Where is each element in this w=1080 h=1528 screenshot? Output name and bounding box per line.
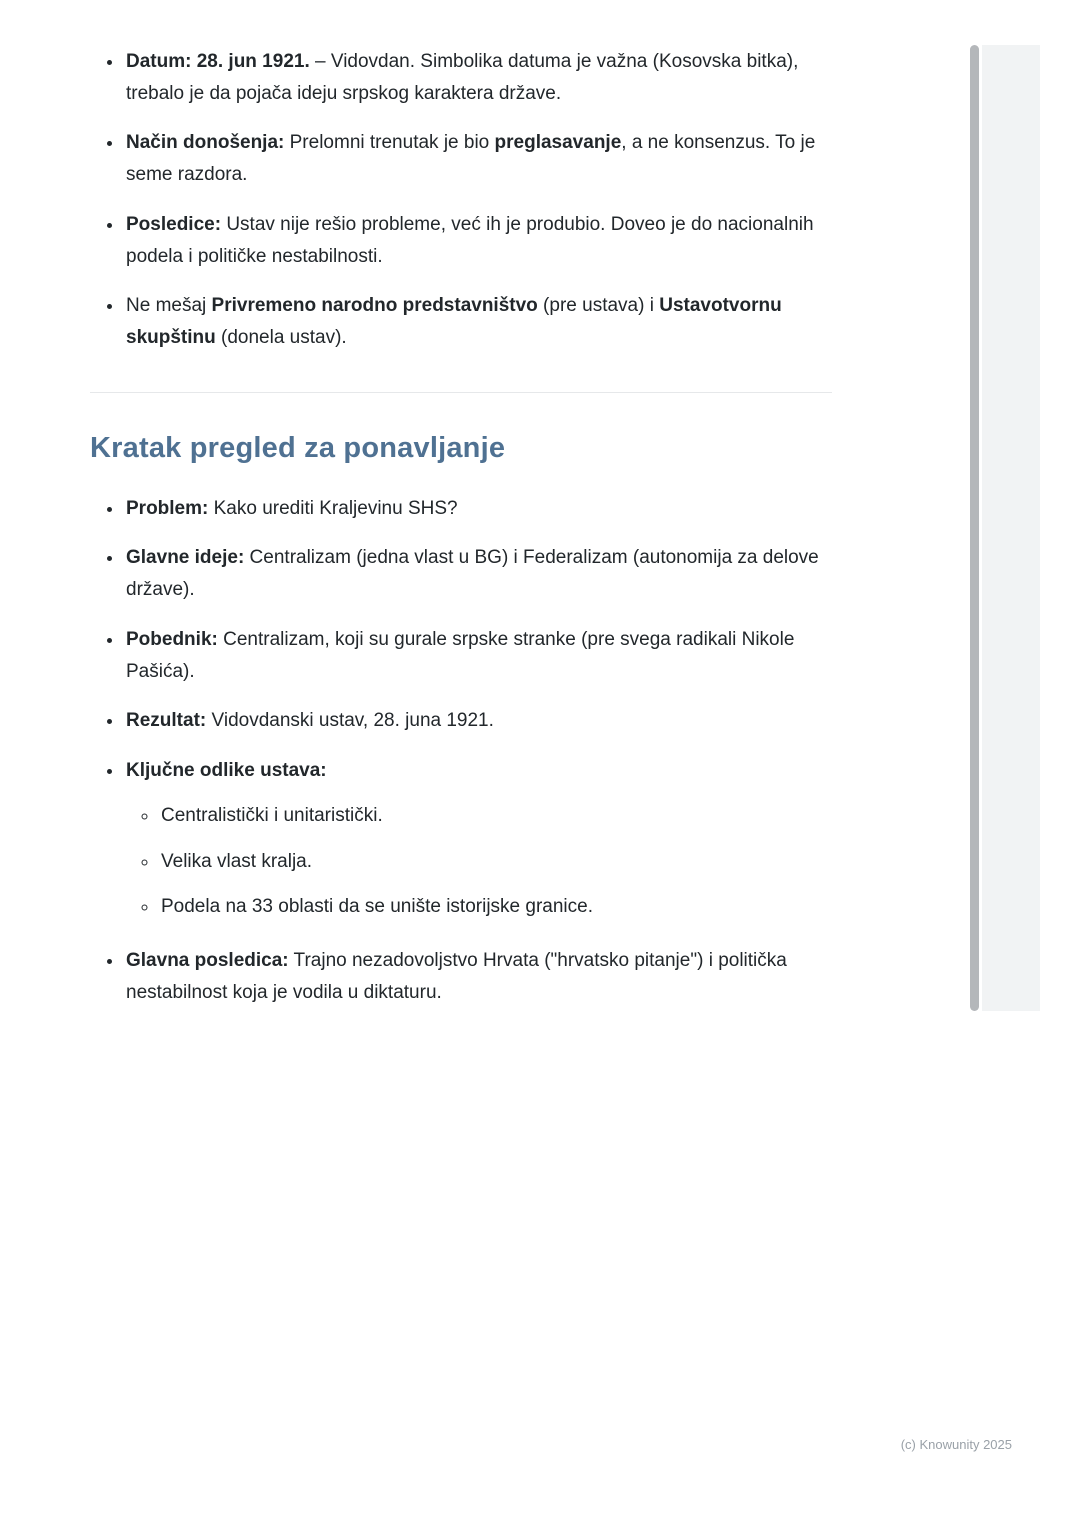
text: Trajno nezadovoljstvo Hrvata ("hrvatsko pitanje") i politička nestabilnost koja je vodila u diktaturu. <box>126 949 787 1003</box>
list-item <box>124 127 832 190</box>
bold-text: Glavna posledica: <box>126 949 289 971</box>
text: Kako urediti Kraljevinu SHS? <box>208 497 458 519</box>
sub-list-item: ◦ Centralistički i unitaristički. <box>159 800 832 832</box>
text: (pre ustava) i <box>537 295 660 317</box>
sub-list <box>126 800 832 923</box>
sub-list-item: ◦ Podela na 33 oblasti da se unište istorijske granice. <box>159 891 832 923</box>
notes-content <box>90 46 832 1008</box>
list-item <box>124 705 832 737</box>
review-list <box>90 493 832 1009</box>
sub-list-item: ◦ Velika vlast kralja. <box>159 846 832 878</box>
text: Ne mešaj <box>126 295 212 317</box>
bold-text: Pobednik: <box>126 628 218 650</box>
summary-list-top <box>90 46 832 354</box>
footer-credit: (c) Knowunity 2025 <box>900 1437 1012 1452</box>
bold-text: Rezultat: <box>126 710 207 732</box>
bold-text: Glavne ideje: <box>126 547 245 569</box>
text: – Vidovdan. Simbolika datuma je važna (Kosovska bitka), trebalo je da pojača ideju srpskog karaktera države. <box>126 51 799 104</box>
section-heading: Kratak pregled za ponavljanje <box>90 431 506 464</box>
list-item <box>124 542 832 605</box>
text: Vidovdanski ustav, 28. juna 1921. <box>206 710 494 732</box>
list-item <box>124 755 832 923</box>
text: Centralizam, koji su gurale srpske stranke (pre svega radikali Nikole Pašića). <box>126 628 795 682</box>
bold-text: preglasavanje <box>494 132 622 154</box>
list-item <box>124 46 832 109</box>
text: Ustav nije rešio probleme, već ih je produbio. Doveo je do nacionalnih podela i političke nestabilnosti. <box>126 213 814 267</box>
text: Prelomni trenutak je bio <box>284 132 495 154</box>
scrollbar-track[interactable] <box>982 45 1040 1011</box>
list-item <box>124 493 832 525</box>
text: , a ne konsenzus. To je seme razdora. <box>126 132 816 186</box>
list-item <box>124 624 832 687</box>
scrollbar-thumb[interactable] <box>970 45 979 1011</box>
text: (donela ustav). <box>215 327 347 349</box>
list-item <box>124 209 832 272</box>
bold-text: Privremeno narodno predstavništvo <box>211 295 538 317</box>
bold-text: Ustavotvornu skupštinu <box>126 295 782 349</box>
text: Centralizam (jedna vlast u BG) i Federalizam (autonomija za delove države). <box>126 547 819 601</box>
list-item <box>124 290 832 353</box>
bold-text: Način donošenja: <box>126 132 285 154</box>
bold-text: Datum: 28. jun 1921. <box>126 51 310 72</box>
section-divider <box>90 392 832 393</box>
bold-text: Ključne odlike ustava: <box>126 760 327 782</box>
bold-text: Posledice: <box>126 213 222 235</box>
bold-text: Problem: <box>126 497 209 519</box>
list-item <box>124 945 832 1008</box>
